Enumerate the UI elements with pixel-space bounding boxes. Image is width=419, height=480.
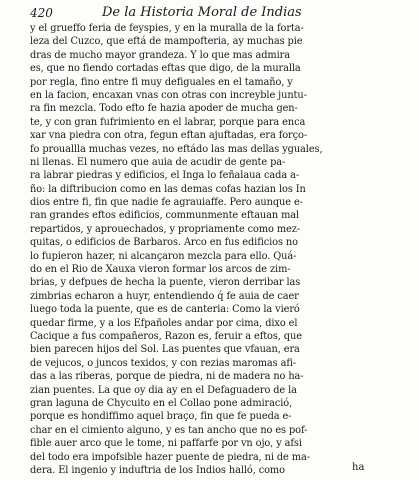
text-line: de vejucos, o juncos texidos, y con rezias maromas afi- (30, 357, 297, 369)
text-line: luego toda la puente, que es de canteria: Como la vieró (30, 304, 300, 316)
text-line: fo prouallla muchas vezes, no eftádo las mas dellas yguales, (30, 143, 323, 155)
text-line: char en el cimiento alguno, y es tan ancho que no es pof- (30, 424, 308, 436)
text-line: y el grueffo feria de feyspies, y en la muralla de la forta- (30, 23, 304, 34)
text-line: xar vna piedra con otra, fegun eftan ajuftadas, era forço- (30, 130, 308, 142)
page-number: 420 (30, 6, 53, 20)
text-line: dios entre fi, fin que nadie fe agrauiaffe. Pero aunque e- (30, 197, 303, 209)
text-line: bien parecen hijos del Sol. Las puentes que vfauan, era (30, 344, 300, 356)
text-line: zimbrias echaron a huyr, entendiendo q́ fe auia de caer (30, 290, 299, 302)
text-line: gran laguna de Chycuito en el Collao pone admiració, (30, 397, 293, 409)
body-text (30, 22, 390, 477)
text-line: dras de mucho mayor grandeza. Y lo que mas admira (30, 49, 290, 61)
text-line: quedar firme, y a los Efpañoles andar por cima, dixo el (30, 317, 298, 329)
text-line: zian puentes. La que oy dia ay en el Defaguadero de la (30, 384, 297, 396)
text-line: ran grandes eftos edificios, communmente eftauan mal (30, 210, 300, 222)
text-line: es, que no fiendo cortadas eftas que digo, de la muralla (30, 63, 301, 75)
text-line: fible auer arco que le tome, ni paffarfe por vn ojo, y afsi (30, 438, 302, 450)
text-line: te, y con gran fufrimiento en el labrar, porque para enca (30, 116, 306, 128)
running-head: De la Historia Moral de Indias (102, 5, 302, 20)
text-line: por regla, fino entre fi muy defiguales en el tamaño, y (30, 76, 293, 88)
text-line: lo fupieron hazer, ni alcançaron mezcla para ello. Quá- (30, 250, 297, 262)
text-line: Cacique a fus compañeros, Razon es, feruir a eftos, que (30, 330, 302, 342)
text-line: das a las riberas, porque de piedra, ni de madera no ha- (30, 371, 304, 383)
text-line: repartidos, y aprouechados, y propriamente como mez- (30, 223, 301, 235)
text-line: do en el Rio de Xauxa vieron formar los arcos de zim- (30, 264, 291, 276)
text-line: leza del Cuzco, que eftá de mampofteria, ay muchas pie (30, 36, 303, 48)
text-line: quitas, o edificios de Barbaros. Arco en fus edificios no (30, 237, 298, 249)
text-line: en la facion, encaxan vnas con otras con increyble juntu- (30, 89, 307, 101)
text-line: brias, y defpues de hecha la puente, vieron derribar las (30, 277, 301, 289)
text-line: ra fin mezcla. Todo efto fe hazia apoder de mucha gen- (30, 103, 298, 115)
text-line: dera. El ingenio y induftria de los Indios halló, como (30, 464, 285, 476)
page-header (30, 6, 390, 22)
text-line: ni llenas. El numero que auia de acudir de gente pa- (30, 156, 286, 168)
text-line: ra labrar piedras y edificios, el Inga lo feñalaua cada a- (30, 170, 300, 182)
text-line: porque es hondiffimo aquel braço, fin que fe pueda e- (30, 411, 292, 423)
text-line: ño: la diftribucion como en las demas cofas hazian los In (30, 183, 306, 195)
text-line: del todo era impofsible hazer puente de piedra, ni de ma- (30, 451, 310, 463)
catchword: ha (352, 462, 365, 473)
